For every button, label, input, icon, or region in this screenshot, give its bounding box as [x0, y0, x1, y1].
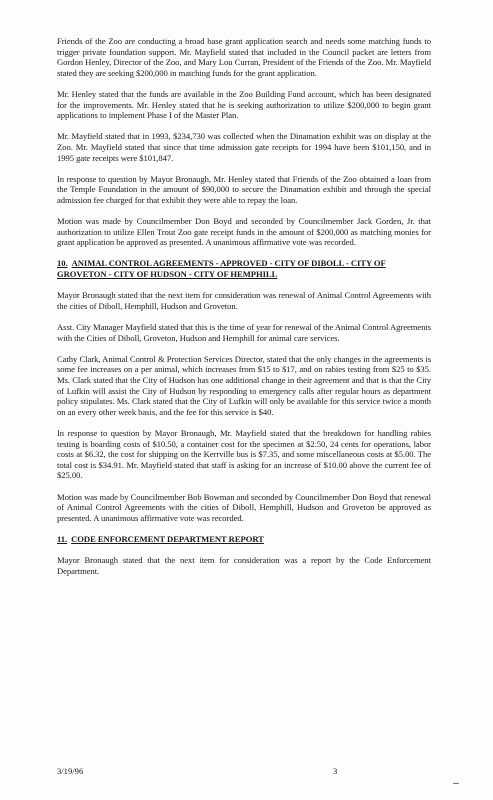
- paragraph-animal-control-motion: Motion was made by Councilmember Bob Bowman and seconded by Councilmember Don Boyd that renewal of Animal Control Agreements with the cities of Diboll, Hemphill, Hudson and Groveton be approved as presented. A unanimous affirmative vote was recorded.: [57, 491, 431, 523]
- scan-mark: [453, 783, 459, 784]
- paragraph-dinamation-receipts: Mr. Mayfield stated that in 1993, $234,730 was collected when the Dinamation exhibit was on display at the Zoo. Mr. Mayfield stated that since that time admission gate receipts for 1994 have been $101,150, and in 1995 gate receipts were $101,847.: [57, 131, 431, 163]
- section-title: CODE ENFORCEMENT DEPARTMENT REPORT: [71, 533, 264, 544]
- paragraph-rabies-breakdown: In response to question by Mayor Bronaugh, Mr. Mayfield stated that the breakdown for handling rabies testing is boarding costs of $10.50, a container cost for the specimen at $2.50, 24 cents for operations, labor costs at $6.32, the cost for shipping on the Kerrville bus is $7.35, and some miscellaneous costs at $5.00. The total cost is $34.91. Mr. Mayfield stated that staff is asking for an increase of $10.00 above the current fee of $25.00.: [57, 427, 431, 481]
- paragraph-mayfield-renewal: Asst. City Manager Mayfield stated that this is the time of year for renewal of the Animal Control Agreements with the Cities of Diboll, Groveton, Hudson and Hemphill for animal care services.: [57, 322, 431, 343]
- section-title: ANIMAL CONTROL AGREEMENTS - APPROVED - CITY OF DIBOLL - CITY OF GROVETON - CITY OF HUDSON - CITY OF HEMPHILL: [57, 258, 386, 280]
- paragraph-renewal-intro: Mayor Bronaugh stated that the next item for consideration was renewal of Animal Control Agreements with the cities of Diboll, Hemphill, Hudson and Groveton.: [57, 290, 431, 311]
- paragraph-code-enforcement-intro: Mayor Bronaugh stated that the next item for consideration was a report by the Code Enforcement Department.: [57, 555, 431, 576]
- paragraph-henley-funds: Mr. Henley stated that the funds are available in the Zoo Building Fund account, which has been designated for the improvements. Mr. Henley stated that he is seeking authorization to utilize $200,000 to begin grant applications to implement Phase I of the Master Plan.: [57, 88, 431, 121]
- paragraph-zoo-motion: Motion was made by Councilmember Don Boyd and seconded by Councilmember Jack Gorden, Jr. that authorization to utilize Ellen Trout Zoo gate receipt funds in the amount of $200,000 as matching monies for grant application be approved as presented. A unanimous affirmative vote was recorded.: [57, 216, 431, 248]
- page-number: 3: [333, 766, 338, 776]
- section-number: 11.: [57, 533, 68, 544]
- paragraph-temple-loan: In response to question by Mayor Bronaugh, Mr. Henley stated that Friends of the Zoo obtained a loan from the Temple Foundation in the amount of $90,000 to secure the Dinamation exhibit and through the special admission fee charged for that exhibit they were able to repay the loan.: [57, 173, 431, 205]
- paragraph-friends-of-zoo: Friends of the Zoo are conducting a broad base grant application search and needs some matching funds to trigger private foundation support. Mr. Mayfield stated that included in the Council packet are letters from Gordon Henley, Director of the Zoo, and Mary Lou Curran, President of the Friends of the Zoo. Mr. Mayfield stated they are seeking $200,000 in matching funds for the grant application.: [57, 36, 431, 78]
- page-footer: [57, 766, 431, 778]
- document-body: [57, 36, 431, 587]
- footer-date: 3/19/96: [57, 766, 84, 776]
- section-number: 10.: [57, 258, 68, 269]
- section-heading-animal-control: [57, 258, 431, 279]
- paragraph-clark-fees: Cathy Clark, Animal Control & Protection Services Director, stated that the only changes in the agreements is some fee increases on a per animal, which increases from $15 to $17, and on rabies testing from $25 to $35. Ms. Clark stated that the City of Hudson has one additional change in their agreement and that is that the City of Lufkin will assist the City of Hudson by responding to emergency calls after regular hours as department policy stipulates. Ms. Clark stated that the City of Lufkin will only be available for this service twice a month on an every other week basis, and the fee for this service is $40.: [57, 353, 431, 417]
- section-heading-code-enforcement: [57, 534, 431, 545]
